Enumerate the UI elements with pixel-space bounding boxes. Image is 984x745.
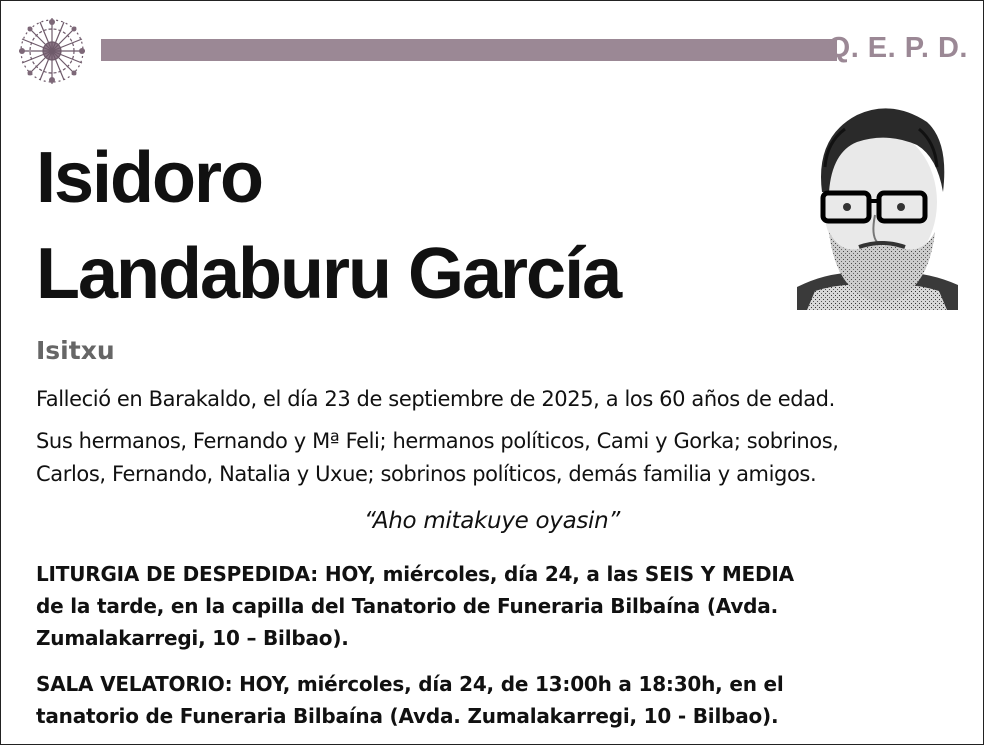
wake-paragraph xyxy=(36,668,784,732)
first-name: Isidoro xyxy=(36,138,263,218)
quote: “Aho mitakuye oyasin” xyxy=(363,508,621,534)
wake-line: SALA VELATORIO: HOY, miércoles, día 24, de 13:00h a 18:30h, en el xyxy=(36,672,784,696)
qepd-label: Q. E. P. D. xyxy=(827,32,968,64)
liturgy-line: de la tarde, en la capilla del Tanatorio de Funeraria Bilbaína (Avda. xyxy=(36,594,778,618)
portrait-photo xyxy=(797,97,958,310)
death-notice: Falleció en Barakaldo, el día 23 de septiembre de 2025, a los 60 años de edad. xyxy=(36,387,835,411)
nickname: Isitxu xyxy=(36,336,115,365)
ornamental-emblem-icon xyxy=(12,14,92,88)
liturgy-line: Zumalakarregi, 10 – Bilbao). xyxy=(36,626,349,650)
family-line: Carlos, Fernando, Natalia y Uxue; sobrinos políticos, demás familia y amigos. xyxy=(36,462,817,486)
family-line: Sus hermanos, Fernando y Mª Feli; hermanos políticos, Cami y Gorka; sobrinos, xyxy=(36,429,839,453)
wake-line: tanatorio de Funeraria Bilbaína (Avda. Zumalakarregi, 10 - Bilbao). xyxy=(36,704,779,728)
deceased-name xyxy=(36,130,620,322)
surnames: Landaburu García xyxy=(36,234,621,314)
liturgy-line: LITURGIA DE DESPEDIDA: HOY, miércoles, día 24, a las SEIS Y MEDIA xyxy=(36,562,794,586)
liturgy-paragraph xyxy=(36,558,794,654)
family-paragraph xyxy=(36,425,839,491)
header-bar xyxy=(101,39,837,61)
